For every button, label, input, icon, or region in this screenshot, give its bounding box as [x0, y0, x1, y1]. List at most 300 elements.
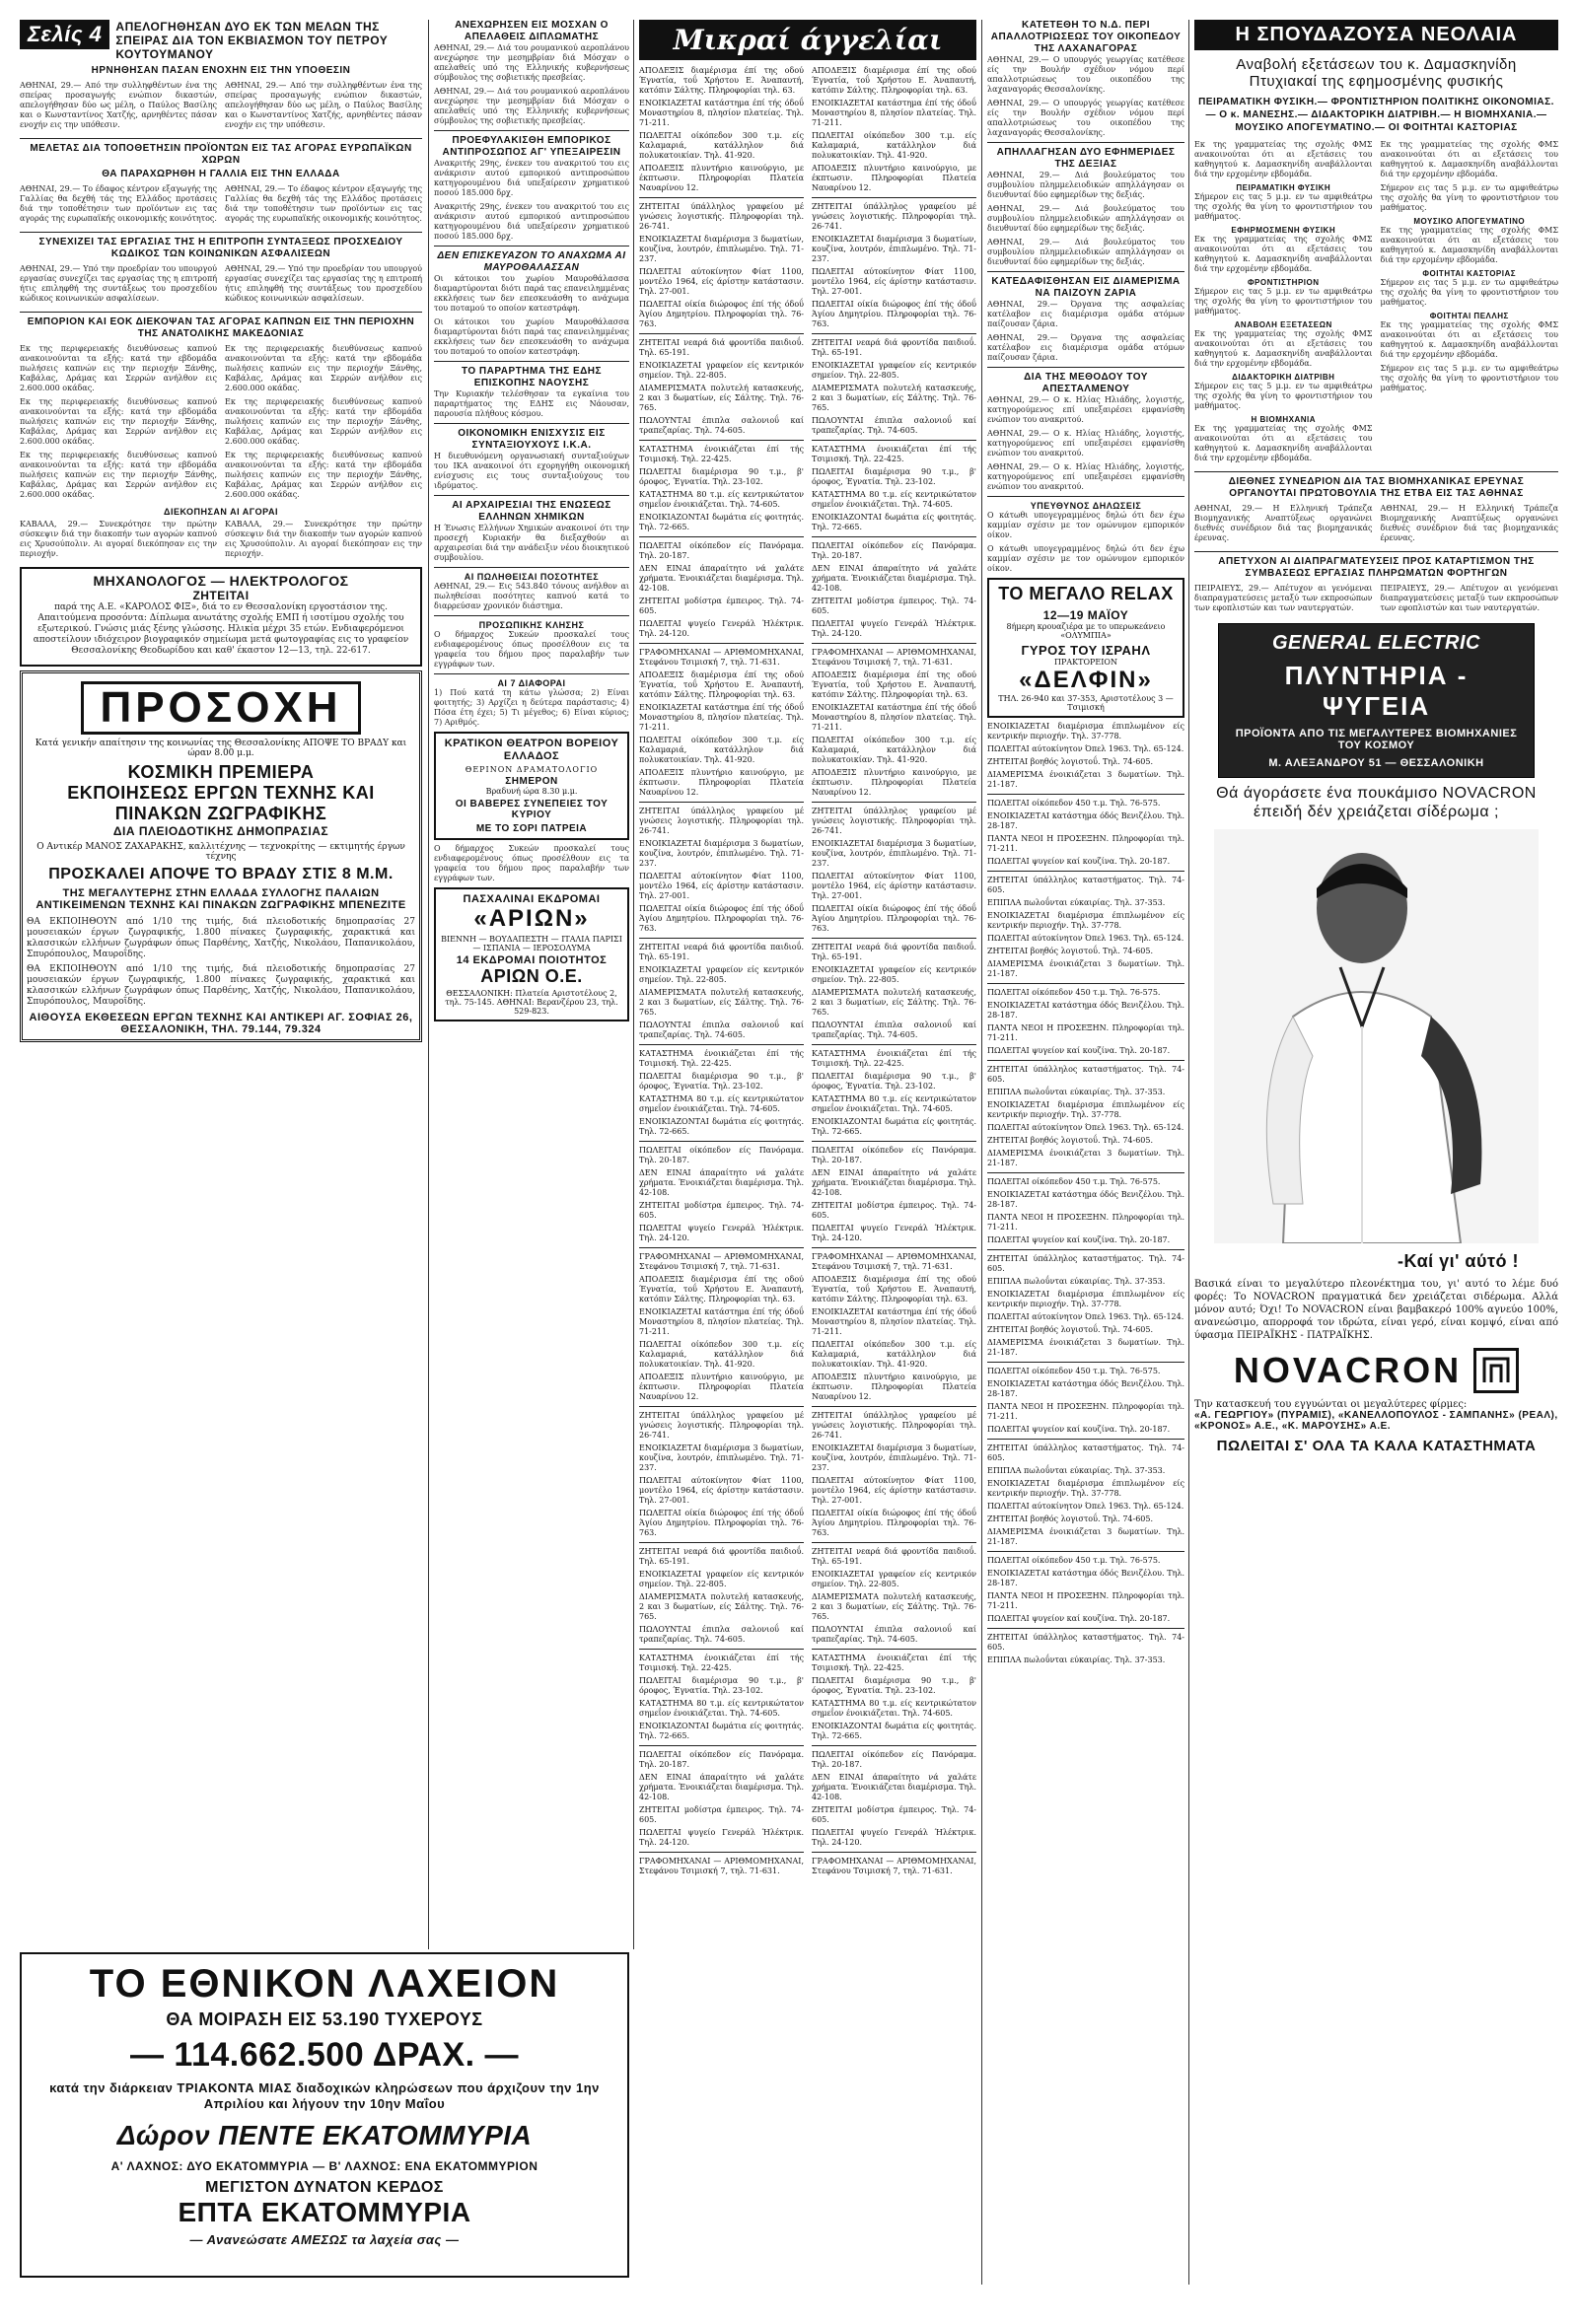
classified-ad: ΓΡΑΦΟΜΗΧΑΝΑΙ — ΑΡΙΘΜΟΜΗΧΑΝΑΙ, Στεφάνου Τσιμισκή 7, τηλ. 71-631.	[812, 1252, 976, 1271]
subhead: ΑΝΑΒΟΛΗ ΕΞΕΤΑΣΕΩΝ	[1234, 320, 1332, 329]
article-text: Σήμερον εις τας 5 μ.μ. εν τω αμφιθεάτρω της σχολής θα γίνη το φροντιστήριον του μαθήματος.	[1194, 287, 1373, 316]
classified-ad: ΖΗΤΕΙΤΑΙ ύπάλληλος καταστήματος. Τηλ. 74-605.	[987, 876, 1184, 894]
classifieds-title: Μικραί άγγελίαι	[639, 20, 976, 60]
classified-ad: ΠΩΛΕΙΤΑΙ ψυγείον καί κουζίνα. Τηλ. 20-187.	[987, 1046, 1171, 1055]
article-text: Οι κάτοικοι του χωρίου Μαυροθάλασσα διαμαρτύρονται διότι παρά τας επανειλημμένας εκκλήσεις των δεν επεσκευάσθη το ανάχωμα του ποταμού το οποίον κατεστράφη.	[434, 317, 629, 356]
classified-ad: ΠΩΛΕΙΤΑΙ οίκόπεδον 450 τ.μ. Τηλ. 76-575.	[987, 1177, 1161, 1186]
subhead: ΦΡΟΝΤΙΣΤΗΡΙΟΝ	[1247, 278, 1320, 287]
article-text: Σήμερον εις τας 5 μ.μ. εν τω αμφιθεάτρω της σχολής θα γίνη το φροντιστήριον του μαθήματος.	[1380, 183, 1558, 212]
classified-ad: ΠΩΛΟΥΝΤΑΙ έπιπλα σαλονιοΰ καί τραπεζαρίας. Τηλ. 74-605.	[639, 1625, 804, 1644]
classified-ad: ΑΠΟΔΕΞΙΣ διαμέρισμα έπί της οδού Έγνατία, τοΰ Χρήστου Ε. Άναπαυτή, κατόπιν Σάλτης. Πληροφορίαι τηλ. 63.	[639, 1275, 804, 1303]
article-text: ΑΘΗΝΑΙ, 29.— Διά βουλεύματος του συμβουλίου πλημμελειοδικών απηλλάγησαν οι διευθυνταί δύο εφημερίδων της δεξιάς.	[987, 171, 1184, 199]
classified-ad: ΕΝΟΙΚΙΑΖΟΝΤΑΙ δωμάτια είς φοιτητάς. Τηλ. 72-665.	[639, 513, 804, 531]
newspaper-page	[20, 20, 1558, 2285]
classified-ad: ΕΝΟΙΚΙΑΖΕΤΑΙ κατάστημα όδός Βενιζέλου. Τηλ. 28-187.	[987, 1190, 1184, 1209]
ad-heading: ΓΥΡΟΣ ΤΟΥ ΙΣΡΑΗΛ	[1021, 643, 1151, 658]
classified-ad: ΖΗΤΕΙΤΑΙ ύπάλληλος γραφείου μέ γνώσεις λογιστικής. Πληροφορίαι τηλ. 26-741.	[812, 202, 976, 231]
classified-ad: ΚΑΤΑΣΤΗΜΑ ένοικιάζεται έπί τής Τσιμισκή. Τηλ. 22-425.	[639, 445, 804, 463]
classified-ad: ΚΑΤΑΣΤΗΜΑ ένοικιάζεται έπί τής Τσιμισκή. Τηλ. 22-425.	[639, 1654, 804, 1672]
classified-ad: ΠΑΝΤΑ ΝΕΟΙ Η ΠΡΟΣΕΞΗΝ. Πληροφορίαι τηλ. 71-211.	[987, 834, 1184, 853]
headline: ΑΙ ΑΡΧΑΙΡΕΣΙΑΙ ΤΗΣ ΕΝΩΣΕΩΣ ΕΛΛΗΝΩΝ ΧΗΜΙΚΩΝ	[452, 500, 611, 523]
classified-ad: ΔΙΑΜΕΡΙΣΜΑΤΑ πολυτελή κατασκευής, 2 και 3 δωματίων, είς Σάλτης. Τηλ. 76-765.	[639, 1592, 804, 1621]
headline: ΠΡΟΕΦΥΛΑΚΙΣΘΗ ΕΜΠΟΡΙΚΟΣ ΑΝΤΙΠΡΟΣΩΠΟΣ ΑΓ' ΥΠΕΞΑΙΡΕΣΙΝ	[442, 135, 621, 158]
subhead: ΔΙΔΑΚΤΟΡΙΚΗ ΔΙΑΤΡΙΒΗ	[1232, 373, 1335, 382]
article-text: 1) Πού κατά τη κάτω γλώσσα; 2) Είναι φοιτητής; 3) Αρχίζει η δεύτερα παράστασις; 4) Πόσα έτη έχει; 5) Τι μέγεθος; 6) Είναι κύριος; 7) Αριθμός.	[434, 688, 629, 727]
article-text: Εκ της περιφερειακής διευθύνσεως καπνού ανακοινούνται τα εξής: κατά την εβδομάδα πωλήσεις καπνών εις την περιοχήν Ξάνθης, Καβάλας, Δράμας και Σερρών ανήλθον εις 2.600.000 οκάδας.	[20, 344, 217, 392]
classified-ad: ΠΩΛΕΙΤΑΙ οίκία διώροφος έπί τής όδοΰ Άγίου Δημητρίου. Πληροφορίαι τηλ. 76-763.	[812, 904, 976, 933]
ad-text: ΒΙΕΝΝΗ — ΒΟΥΔΑΠΕΣΤΗ — ΙΤΑΛΙΑ ΠΑΡΙΣΙ — ΙΣΠΑΝΙΑ — ΙΕΡΟΣΟΛΥΜΑ	[441, 935, 622, 952]
classified-ad: ΠΑΝΤΑ ΝΕΟΙ Η ΠΡΟΣΕΞΗΝ. Πληροφορίαι τηλ. 71-211.	[987, 1213, 1184, 1232]
classified-ad: ΚΑΤΑΣΤΗΜΑ 80 τ.μ. είς κεντρικώτατον σημεΐον ένοικιάζεται. Τηλ. 74-605.	[639, 490, 804, 509]
classified-ad: ΑΠΟΔΕΞΙΣ πλυντήριο καινούργιο, με έκπτωσιν. Πληροφορίαι Πλατεία Ναυαρίνου 12.	[812, 1373, 976, 1401]
classified-ad: ΕΝΟΙΚΙΑΖΟΝΤΑΙ δωμάτια είς φοιτητάς. Τηλ. 72-665.	[812, 1117, 976, 1136]
classified-ad: ΖΗΤΕΙΤΑΙ ύπάλληλος γραφείου μέ γνώσεις λογιστικής. Πληροφορίαι τηλ. 26-741.	[639, 807, 804, 835]
article-text: Εκ της γραμματείας της σχολής ΦΜΣ ανακοινούται ότι αι εξετάσεις του καθηγητού κ. Δαμασκηνίδη αναβάλλονται διά την ερχομένην εβδομάδα.	[1194, 424, 1373, 462]
headline: ΔΙΑ ΤΗΣ ΜΕΘΟΔΟΥ ΤΟΥ ΑΠΕΣΤΑΛΜΕΝΟΥ	[1024, 372, 1148, 394]
classified-ad: ΖΗΤΕΙΤΑΙ μοδίστρα έμπειρος. Τηλ. 74-605.	[639, 1805, 804, 1824]
article-text: ΑΘΗΝΑΙ, 29.— Το έδαφος κέντρον εξαγωγής της Γαλλίας θα δεχθή τάς της Ελλάδος προτάσεις διά την τοποθέτησιν των προϊόντων εις τας αγοράς της ευρωπαϊκής οικονομικής κοινότητος.	[20, 184, 217, 223]
classified-ad: ΚΑΤΑΣΤΗΜΑ ένοικιάζεται έπί τής Τσιμισκή. Τηλ. 22-425.	[812, 445, 976, 463]
ad-text: κατά την διάρκειαν ΤΡΙΑΚΟΝΤΑ ΜΙΑΣ διαδοχικών κληρώσεων που άρχιζουν την 1ην Απριλίου και λήγουν την 10ην Μαΐου	[49, 2080, 600, 2111]
headline: ΚΑΤΕΤΕΘΗ ΤΟ Ν.Δ. ΠΕΡΙ ΑΠΑΛΛΟΤΡΙΩΣΕΩΣ ΤΟΥ ΟΙΚΟΠΕΔΟΥ ΤΗΣ ΛΑΧΑΝΑΓΟΡΑΣ	[990, 20, 1182, 54]
headline: ΕΜΠΟΡΙΟΝ ΚΑΙ ΕΟΚ ΔΙΕΚΟΨΑΝ ΤΑΣ ΑΓΟΡΑΣ ΚΑΠΝΩΝ ΕΙΣ ΤΗΝ ΠΕΡΙΟΧΗΝ ΤΗΣ ΑΝΑΤΟΛΙΚΗΣ ΜΑΚΕΔΟΝΙΑΣ	[27, 317, 415, 339]
ad-brand: «ΔΕΛΦΙΝ»	[1019, 667, 1153, 693]
subhead: ΜΟΥΣΙΚΟ ΑΠΟΓΕΥΜΑΤΙΝΟ	[1413, 217, 1526, 226]
classified-ad: ΠΩΛΕΙΤΑΙ οίκόπεδον είς Πανόραμα. Τηλ. 20-187.	[639, 1146, 804, 1164]
classified-ad: ΔΙΑΜΕΡΙΣΜΑ ένοικιάζεται 3 δωματίων. Τηλ. 21-187.	[987, 1149, 1184, 1167]
classified-ad: ΠΩΛΕΙΤΑΙ οίκία διώροφος έπί τής όδοΰ Άγίου Δημητρίου. Πληροφορίαι τηλ. 76-763.	[812, 1509, 976, 1537]
article-text: ΑΘΗΝΑΙ, 29.— Το έδαφος κέντρον εξαγωγής της Γαλλίας θα δεχθή τάς της Ελλάδος προτάσεις διά την τοποθέτησιν των προϊόντων εις τας αγοράς της ευρωπαϊκής οικονομικής κοινότητος.	[225, 184, 422, 223]
classified-ad: ΚΑΤΑΣΤΗΜΑ 80 τ.μ. είς κεντρικώτατον σημεΐον ένοικιάζεται. Τηλ. 74-605.	[639, 1699, 804, 1718]
ad-headline: Θά άγοράσετε ένα πουκάμισο NOVACRON έπειδή δέν χρειάζεται σίδέρωμα ;	[1216, 785, 1537, 820]
classified-ad: ΠΩΛΕΙΤΑΙ διαμέρισμα 90 τ.μ., β' όροφος, Έγνατία. Τηλ. 23-102.	[639, 1072, 804, 1091]
article-text: Εκ της γραμματείας της σχολής ΦΜΣ ανακοινούται ότι αι εξετάσεις του καθηγητού κ. Δαμασκηνίδη αναβάλλονται διά την ερχομένην εβδομάδα.	[1194, 235, 1373, 273]
article-text: Σήμερον εις τας 5 μ.μ. εν τω αμφιθεάτρω της σχολής θα γίνη το φροντιστήριον του μαθήματος.	[1194, 192, 1373, 221]
classified-ad: ΔΙΑΜΕΡΙΣΜΑΤΑ πολυτελή κατασκευής, 2 και 3 δωματίων, είς Σάλτης. Τηλ. 76-765.	[639, 384, 804, 412]
classified-ad: ΚΑΤΑΣΤΗΜΑ 80 τ.μ. είς κεντρικώτατον σημεΐον ένοικιάζεται. Τηλ. 74-605.	[812, 1699, 976, 1718]
ad-text: ΘΑ ΜΟΙΡΑΣΗ ΕΙΣ 53.190 ΤΥΧΕΡΟΥΣ	[166, 2009, 483, 2029]
classified-ad: ΠΩΛΕΙΤΑΙ αύτοκίνητον Όπελ 1963. Τηλ. 65-124.	[987, 1123, 1184, 1132]
pireaiki-patraiki-logo-icon	[1473, 1348, 1519, 1393]
article-text: Εκ της γραμματείας της σχολής ΦΜΣ ανακοινούται ότι αι εξετάσεις του καθηγητού κ. Δαμασκηνίδη αναβάλλονται διά την ερχομένην εβδομάδα.	[1380, 140, 1558, 178]
cruise-ad	[987, 578, 1184, 718]
article-text: ΠΕΙΡΑΙΕΥΣ, 29.— Απέτυχον αι γενόμεναι διαπραγματεύσεις μεταξύ των εκπροσώπων των εφοπλιστών και των ναυτεργατών.	[1194, 584, 1373, 612]
classified-ad: ΕΝΟΙΚΙΑΖΕΤΑΙ γραφείον είς κεντρικόν σημείον. Τηλ. 22-805.	[639, 361, 804, 380]
ad-heading: ΚΟΣΜΙΚΗ ΠΡΕΜΙΕΡΑ	[127, 762, 315, 782]
article-text: ΑΘΗΝΑΙ, 29.— Όργανα της ασφαλείας κατέλαβον εις διαμέρισμα ομάδα ατόμων παίζουσαν ζάρια.	[987, 300, 1184, 328]
classified-ad: ΖΗΤΕΙΤΑΙ μοδίστρα έμπειρος. Τηλ. 74-605.	[812, 1805, 976, 1824]
classified-ad: ΔΙΑΜΕΡΙΣΜΑ ένοικιάζεται 3 δωματίων. Τηλ. 21-187.	[987, 959, 1184, 978]
ad-heading: ΜΕ ΤΟ ΣΟΡΙ ΠΑΤΡΕΙΑ	[475, 823, 588, 834]
classified-ad: ΖΗΤΕΙΤΑΙ ύπάλληλος καταστήματος. Τηλ. 74-605.	[987, 1254, 1184, 1273]
headline: ΜΕΛΕΤΑΣ ΔΙΑ ΤΟΠΟΘΕΤΗΣΙΝ ΠΡΟΪΟΝΤΩΝ ΕΙΣ ΤΑΣ ΑΓΟΡΑΣ ΕΥΡΩΠΑΪΚΩΝ ΧΩΡΩΝ	[30, 143, 412, 166]
classified-ad: ΕΝΟΙΚΙΑΖΕΤΑΙ κατάστημα έπί τής όδοΰ Μοναστηρίου 8, πλησίον πλατείας. Τηλ. 71-211.	[639, 703, 804, 732]
classified-ad: ΠΩΛΕΙΤΑΙ οίκόπεδον είς Πανόραμα. Τηλ. 20-187.	[812, 1750, 976, 1769]
article-text: Ο δήμαρχος Συκεών προσκαλεί τους ενδιαφερομένους όπως προσέλθουν εις τα γραφεία του δήμου προς παραλαβήν των εγγράφων των.	[434, 630, 629, 669]
classified-ad: ΔΕΝ ΕΙΝΑΙ άπαραίτητο νά χαλάτε χρήματα. Ένοικιάζεται διαμέρισμα. Τηλ. 42-108.	[639, 564, 804, 593]
classified-ad: ΠΩΛΕΙΤΑΙ ψυγείο Γενεράλ Ήλέκτρικ. Τηλ. 24-120.	[639, 619, 804, 638]
classified-ad: ΖΗΤΕΙΤΑΙ μοδίστρα έμπειρος. Τηλ. 74-605.	[812, 597, 976, 615]
novacron-ad	[1194, 784, 1558, 1454]
ad-text: ΠΡΟΪΟΝΤΑ ΑΠΟ ΤΙΣ ΜΕΓΑΛΥΤΕΡΕΣ ΒΙΟΜΗΧΑΝΙΕΣ ΤΟΥ ΚΟΣΜΟΥ	[1235, 728, 1518, 751]
classified-ad: ΑΠΟΔΕΞΙΣ διαμέρισμα έπί της οδού Έγνατία, τοΰ Χρήστου Ε. Άναπαυτή, κατόπιν Σάλτης. Πληροφορίαι τηλ. 63.	[639, 670, 804, 699]
classified-ad: ΠΩΛΕΙΤΑΙ ψυγείο Γενεράλ Ήλέκτρικ. Τηλ. 24-120.	[812, 1828, 976, 1847]
classified-ad: ΠΩΛΕΙΤΑΙ διαμέρισμα 90 τ.μ., β' όροφος, Έγνατία. Τηλ. 23-102.	[812, 1676, 976, 1695]
classified-ad: ΠΩΛΟΥΝΤΑΙ έπιπλα σαλονιοΰ καί τραπεζαρίας. Τηλ. 74-605.	[639, 1021, 804, 1039]
subhead: ΦΟΙΤΗΤΑΙ ΠΕΛΛΗΣ	[1429, 312, 1509, 320]
classified-ad: ΠΩΛΕΙΤΑΙ ψυγείο Γενεράλ Ήλέκτρικ. Τηλ. 24-120.	[639, 1828, 804, 1847]
classified-ad: ΔΙΑΜΕΡΙΣΜΑΤΑ πολυτελή κατασκευής, 2 και 3 δωματίων, είς Σάλτης. Τηλ. 76-765.	[812, 1592, 976, 1621]
classified-ad: ΔΙΑΜΕΡΙΣΜΑ ένοικιάζεται 3 δωματίων. Τηλ. 21-187.	[987, 1338, 1184, 1357]
ad-title: ΠΛΥΝΤΗΡΙΑ - ΨΥΓΕΙΑ	[1284, 661, 1469, 721]
subhead: ΕΦΗΡΜΟΣΜΕΝΗ ΦΥΣΙΚΗ	[1231, 226, 1336, 235]
article-text: ΑΘΗΝΑΙ, 29.— Ο υπουργός γεωργίας κατέθεσε είς την Βουλήν σχέδιον νόμου περί απαλλοτριώσεως του οικοπέδου της λαχαναγοράς Θεσσαλονίκης.	[987, 55, 1184, 94]
classifieds-column	[639, 20, 976, 2285]
classified-ad: ΕΝΟΙΚΙΑΖΟΝΤΑΙ δωμάτια είς φοιτητάς. Τηλ. 72-665.	[639, 1722, 804, 1740]
ad-brand: «ΑΡΙΩΝ»	[473, 905, 590, 932]
article-text: Η Ένωσις Ελλήνων Χημικών ανακοινοί ότι την προσεχή Κυριακήν θα διεξαχθούν αι αρχαιρεσίαι διά την ανάδειξιν νέου διοικητικού συμβουλίου.	[434, 524, 629, 562]
classified-ad: ΖΗΤΕΙΤΑΙ ύπάλληλος καταστήματος. Τηλ. 74-605.	[987, 1444, 1184, 1462]
classified-ad: ΖΗΤΕΙΤΑΙ βοηθός λογιστοΰ. Τηλ. 74-605.	[987, 1325, 1154, 1334]
classified-ad: ΠΩΛΕΙΤΑΙ ψυγείον καί κουζίνα. Τηλ. 20-187.	[987, 1425, 1171, 1434]
ad-text: ΤΗΛ. 26-940 και 37-353, Αριστοτέλους 3 — Τσιμισκή	[998, 694, 1174, 712]
classified-ad: ΕΠΙΠΛΑ πωλοΰνται εύκαιρίας. Τηλ. 37-353.	[987, 1088, 1166, 1096]
classified-ad: ΔΙΑΜΕΡΙΣΜΑΤΑ πολυτελή κατασκευής, 2 και 3 δωματίων, είς Σάλτης. Τηλ. 76-765.	[812, 384, 976, 412]
ad-tagline: -Καί γι' αύτό !	[1397, 1251, 1519, 1271]
ad-text: ΠΡΑΚΤΟΡΕΙΟΝ	[1054, 658, 1117, 667]
classified-ad: ΖΗΤΕΙΤΑΙ μοδίστρα έμπειρος. Τηλ. 74-605.	[812, 1201, 976, 1220]
classified-ad: ΖΗΤΕΙΤΑΙ ύπάλληλος γραφείου μέ γνώσεις λογιστικής. Πληροφορίαι τηλ. 26-741.	[812, 1411, 976, 1440]
article-text: Εκ της γραμματείας της σχολής ΦΜΣ ανακοινούται ότι αι εξετάσεις του καθηγητού κ. Δαμασκηνίδη αναβάλλονται διά την ερχομένην εβδομάδα.	[1380, 226, 1558, 264]
article-text: Σήμερον εις τας 5 μ.μ. εν τω αμφιθεάτρω της σχολής θα γίνη το φροντιστήριον του μαθήματος.	[1380, 364, 1558, 392]
classified-ad: ΠΩΛΕΙΤΑΙ οίκόπεδον 300 τ.μ. είς Καλαμαριά, κατάλληλον διά πολυκατοικίαν. Τηλ. 41-920.	[812, 736, 976, 764]
article-text: ΑΘΗΝΑΙ, 29.— Ο κ. Ηλίας Ηλιάδης, λογιστής, κατηγορούμενος επί υπεξαιρέσει εμφανίσθη ενώπιον του ανακριτού.	[987, 462, 1184, 491]
ad-text: 8ήμερη κρουαζιέρα με το υπερωκεάνειο «ΟΛΥΜΠΙΑ»	[1006, 622, 1166, 640]
column-5	[1194, 20, 1558, 2285]
article-text: Εκ της περιφερειακής διευθύνσεως καπνού ανακοινούνται τα εξής: κατά την εβδομάδα πωλήσεις καπνών εις την περιοχήν Ξάνθης, Καβάλας, Δράμας και Σερρών ανήλθον εις 2.600.000 οκάδας.	[225, 451, 422, 499]
classified-ad: ΠΩΛΕΙΤΑΙ διαμέρισμα 90 τ.μ., β' όροφος, Έγνατία. Τηλ. 23-102.	[639, 1676, 804, 1695]
classified-ad: ΕΝΟΙΚΙΑΖΕΤΑΙ κατάστημα όδός Βενιζέλου. Τηλ. 28-187.	[987, 1379, 1184, 1398]
ad-date: 12—19 ΜΑΪΟΥ	[1042, 608, 1129, 622]
classified-ad: ΠΩΛΕΙΤΑΙ ψυγείον καί κουζίνα. Τηλ. 20-187.	[987, 857, 1171, 866]
page-label: Σελίς 4	[20, 20, 109, 49]
headline: ΔΕΝ ΕΠΙΣΚΕΥΑΖΟΝ ΤΟ ΑΝΑΧΩΜΑ ΑΙ ΜΑΥΡΟΘΑΛΑΣΣΑΝ	[437, 250, 626, 273]
classified-ad: ΠΩΛΕΙΤΑΙ οίκόπεδον 300 τ.μ. είς Καλαμαριά, κατάλληλον διά πολυκατοικίαν. Τηλ. 41-920.	[639, 1340, 804, 1369]
classified-ad: ΠΩΛΟΥΝΤΑΙ έπιπλα σαλονιοΰ καί τραπεζαρίας. Τηλ. 74-605.	[812, 416, 976, 435]
ad-address: Μ. ΑΛΕΞΑΝΔΡΟΥ 51 — ΘΕΣΣΑΛΟΝΙΚΗ	[1268, 757, 1484, 769]
article-text: Ο δήμαρχος Συκεών προσκαλεί τους ενδιαφερομένους όπως προσέλθουν εις τα γραφεία του δήμου προς παραλαβήν των εγγράφων των.	[434, 844, 629, 882]
classified-ad: ΠΩΛΕΙΤΑΙ οίκόπεδον είς Πανόραμα. Τηλ. 20-187.	[812, 541, 976, 560]
classified-ad: ΔΙΑΜΕΡΙΣΜΑ ένοικιάζεται 3 δωματίων. Τηλ. 21-187.	[987, 770, 1184, 789]
classified-ad: ΠΩΛΕΙΤΑΙ οίκόπεδον 300 τ.μ. είς Καλαμαριά, κατάλληλον διά πολυκατοικίαν. Τηλ. 41-920.	[639, 736, 804, 764]
classified-ad: ΕΝΟΙΚΙΑΖΕΤΑΙ κατάστημα έπί τής όδοΰ Μοναστηρίου 8, πλησίον πλατείας. Τηλ. 71-211.	[639, 99, 804, 127]
classified-ad: ΕΝΟΙΚΙΑΖΕΤΑΙ γραφείον είς κεντρικόν σημείον. Τηλ. 22-805.	[639, 965, 804, 984]
classified-ad: ΠΩΛΕΙΤΑΙ οίκόπεδον 450 τ.μ. Τηλ. 76-575.	[987, 1556, 1161, 1565]
classified-ad: ΖΗΤΕΙΤΑΙ νεαρά διά φροντίδα παιδιοΰ. Τηλ. 65-191.	[639, 943, 804, 961]
theatre-ad	[434, 732, 629, 840]
subhead: Η ΒΙΟΜΗΧΑΝΙΑ	[1251, 415, 1317, 424]
subhead: ΠΕΙΡΑΜΑΤΙΚΗ ΦΥΣΙΚΗ	[1236, 183, 1331, 192]
classified-ad: ΖΗΤΕΙΤΑΙ μοδίστρα έμπειρος. Τηλ. 74-605.	[639, 1201, 804, 1220]
classified-ad: ΠΩΛΕΙΤΑΙ αύτοκίνητον Όπελ 1963. Τηλ. 65-124.	[987, 744, 1184, 753]
article-text: ΑΘΗΝΑΙ, 29.— Διά βουλεύματος του συμβουλίου πλημμελειοδικών απηλλάγησαν οι διευθυνταί δύο εφημερίδων της δεξιάς.	[987, 204, 1184, 233]
article-text: ΠΕΙΡΑΙΕΥΣ, 29.— Απέτυχον αι γενόμεναι διαπραγματεύσεις μεταξύ των εκπροσώπων των εφοπλιστών και των ναυτεργατών.	[1380, 584, 1558, 612]
classified-ad: ΕΝΟΙΚΙΑΖΕΤΑΙ κατάστημα όδός Βενιζέλου. Τηλ. 28-187.	[987, 1569, 1184, 1587]
column-rule	[428, 20, 429, 1949]
classified-ad: ΠΩΛΕΙΤΑΙ αύτοκίνητον Φίατ 1100, μοντέλο 1964, είς άρίστην κατάστασιν. Τηλ. 27-001.	[812, 872, 976, 900]
headline: ΑΠΕΤΥΧΟΝ ΑΙ ΔΙΑΠΡΑΓΜΑΤΕΥΣΕΙΣ ΠΡΟΣ ΚΑΤΑΡΤΙΣΜΟΝ ΤΗΣ ΣΥΜΒΑΣΕΩΣ ΕΡΓΑΣΙΑΣ ΠΛΗΡΩΜΑΤΩΝ ΦΟΡΤΗΓΩΝ	[1218, 556, 1535, 579]
shirt-model-photo	[1214, 829, 1539, 1243]
headline: Αναβολή εξετάσεων του κ. Δαμασκηνίδη	[1236, 56, 1517, 73]
classified-ad: ΖΗΤΕΙΤΑΙ ύπάλληλος καταστήματος. Τηλ. 74-605.	[987, 1065, 1184, 1084]
ad-footer: — Ανανεώσατε ΑΜΕΣΩΣ τα λαχεία σας —	[189, 2232, 460, 2247]
classified-ad: ΑΠΟΔΕΞΙΣ διαμέρισμα έπί της οδού Έγνατία, τοΰ Χρήστου Ε. Άναπαυτή, κατόπιν Σάλτης. Πληροφορίαι τηλ. 63.	[812, 66, 976, 95]
classified-ad: ΖΗΤΕΙΤΑΙ βοηθός λογιστοΰ. Τηλ. 74-605.	[987, 757, 1154, 766]
ad-subtitle: ΖΗΤΕΙΤΑΙ	[192, 589, 250, 602]
headline: ΚΑΤΕΔΑΦΙΣΘΗΣΑΝ ΕΙΣ ΔΙΑΜΕΡΙΣΜΑ ΝΑ ΠΑΙΖΟΥΝ ΖΑΡΙΑ	[991, 276, 1181, 299]
classified-ad: ΔΙΑΜΕΡΙΣΜΑ ένοικιάζεται 3 δωματίων. Τηλ. 21-187.	[987, 1527, 1184, 1546]
classified-ad: ΕΝΟΙΚΙΑΖΕΤΑΙ διαμέρισμα έπιπλωμένον είς κεντρικήν περιοχήν. Τηλ. 37-778.	[987, 722, 1184, 740]
article-text: Εκ της γραμματείας της σχολής ΦΜΣ ανακοινούται ότι αι εξετάσεις του καθηγητού κ. Δαμασκηνίδη αναβάλλονται διά την ερχομένην εβδομάδα.	[1194, 329, 1373, 368]
article-text: ΑΘΗΝΑΙ, 29.— Υπό την προεδρίαν του υπουργού εργασίας συνεχίζει τας εργασίας της η επιτροπή ήτις επιληφθή της συντάξεως του προσχεδίου κώδικος κοινωνικών ασφαλίσεων.	[225, 264, 422, 303]
classified-ad: ΑΠΟΔΕΞΙΣ πλυντήριο καινούργιο, με έκπτωσιν. Πληροφορίαι Πλατεία Ναυαρίνου 12.	[812, 164, 976, 192]
classified-ad: ΕΠΙΠΛΑ πωλοΰνται εύκαιρίας. Τηλ. 37-353.	[987, 1655, 1166, 1664]
ad-heading: ΜΕΓΙΣΤΟΝ ΔΥΝΑΤΟΝ ΚΕΡΔΟΣ	[205, 2179, 444, 2196]
ad-text: «Α. ΓΕΩΡΓΙΟΥ» (ΠΥΡΑΜΙΣ), «ΚΑΝΕΛΛΟΠΟΥΛΟΣ - ΣΑΜΠΑΝΗΣ» (ΡΕΑΛ), «ΚΡΟΝΟΣ» Α.Ε., «Κ. ΜΑΡΟΥΣΗΣ» Α.Ε.	[1194, 1410, 1558, 1432]
headline: ΠΡΟΣΩΠΙΚΗΣ ΚΛΗΣΗΣ	[478, 620, 585, 630]
headline: ΑΝΕΧΩΡΗΣΕΝ ΕΙΣ ΜΟΣΧΑΝ Ο ΑΠΕΛΑΘΕΙΣ ΔΙΠΛΩΜΑΤΗΣ	[455, 20, 609, 42]
subheadline: ΗΡΝΗΘΗΣΑΝ ΠΑΣΑΝ ΕΝΟΧΗΝ ΕΙΣ ΤΗΝ ΥΠΟΘΕΣΙΝ	[91, 65, 351, 76]
ad-heading: 14 ΕΚΔΡΟΜΑΙ ΠΟΙΟΤΗΤΟΣ	[456, 954, 608, 966]
ad-text: Την κατασκευή του εγγυώνται οι μεγαλύτερες φίρμες:	[1194, 1399, 1468, 1410]
ad-heading: ΠΡΟΣΚΑΛΕΙ ΑΠΟΨΕ ΤΟ ΒΡΑΔΥ ΣΤΙΣ 8 Μ.Μ.	[48, 866, 394, 882]
classified-ad: ΠΩΛΕΙΤΑΙ ψυγείον καί κουζίνα. Τηλ. 20-187.	[987, 1614, 1171, 1623]
classified-ad: ΑΠΟΔΕΞΙΣ διαμέρισμα έπί της οδού Έγνατία, τοΰ Χρήστου Ε. Άναπαυτή, κατόπιν Σάλτης. Πληροφορίαι τηλ. 63.	[812, 1275, 976, 1303]
classified-ad: ΕΝΟΙΚΙΑΖΟΝΤΑΙ δωμάτια είς φοιτητάς. Τηλ. 72-665.	[812, 1722, 976, 1740]
article-text: ΑΘΗΝΑΙ, 29.— Ο υπουργός γεωργίας κατέθεσε είς την Βουλήν σχέδιον νόμου περί απαλλοτριώσεως του οικοπέδου της λαχαναγοράς Θεσσαλονίκης.	[987, 99, 1184, 137]
ad-heading: ΕΠΤΑ ΕΚΑΤΟΜΜΥΡΙΑ	[178, 2197, 471, 2227]
classified-ad: ΠΩΛΟΥΝΤΑΙ έπιπλα σαλονιοΰ καί τραπεζαρίας. Τηλ. 74-605.	[639, 416, 804, 435]
article-text: ΚΑΒΑΛΑ, 29.— Συνεκρότησε την πρώτην σύσκεψιν διά την διακοπήν των αγορών καπνού εις Χρυσούπολιν. Αι αγοραί διεκόπησαν εις την περιοχήν.	[20, 520, 217, 558]
ad-heading: Δώρον ΠΕΝΤΕ ΕΚΑΤΟΜΜΥΡΙΑ	[116, 2120, 533, 2150]
classified-ad: ΑΠΟΔΕΞΙΣ πλυντήριο καινούργιο, με έκπτωσιν. Πληροφορίαι Πλατεία Ναυαρίνου 12.	[639, 768, 804, 797]
classified-ad: ΕΝΟΙΚΙΑΖΕΤΑΙ διαμέρισμα 3 δωματίων, κουζίνα, λουτρόν, έπιπλωμένο. Τηλ. 71-237.	[639, 235, 804, 263]
travel-ad	[434, 887, 629, 1021]
classified-ad: ΕΝΟΙΚΙΑΖΟΝΤΑΙ δωμάτια είς φοιτητάς. Τηλ. 72-665.	[639, 1117, 804, 1136]
classified-ad: ΔΕΝ ΕΙΝΑΙ άπαραίτητο νά χαλάτε χρήματα. Ένοικιάζεται διαμέρισμα. Τηλ. 42-108.	[812, 1168, 976, 1197]
classified-ad: ΠΩΛΕΙΤΑΙ ψυγείο Γενεράλ Ήλέκτρικ. Τηλ. 24-120.	[639, 1224, 804, 1242]
article-text: Οι κάτοικοι του χωρίου Μαυροθάλασσα διαμαρτύρονται διότι παρά τας επανειλημμένας εκκλήσεις των δεν επεσκευάσθη το ανάχωμα του ποταμού το οποίον κατεστράφη.	[434, 274, 629, 313]
headline: Πτυχιακαί της εφημοσμένης φυσικής	[1249, 73, 1504, 90]
classified-ad: ΔΕΝ ΕΙΝΑΙ άπαραίτητο νά χαλάτε χρήματα. Ένοικιάζεται διαμέρισμα. Τηλ. 42-108.	[639, 1773, 804, 1801]
column-1	[20, 20, 422, 1942]
ad-title: ΜΗΧΑΝΟΛΟΓΟΣ — ΗΛΕΚΤΡΟΛΟΓΟΣ	[93, 573, 349, 589]
article-text: Ο κάτωθι υπογεγραμμένος δηλώ ότι δεν έχω καμμίαν σχέσιν με τον ομώνυμον εμπορικόν οίκον.	[987, 544, 1184, 573]
classified-ad: ΠΩΛΟΥΝΤΑΙ έπιπλα σαλονιοΰ καί τραπεζαρίας. Τηλ. 74-605.	[812, 1021, 976, 1039]
classified-ad: ΔΕΝ ΕΙΝΑΙ άπαραίτητο νά χαλάτε χρήματα. Ένοικιάζεται διαμέρισμα. Τηλ. 42-108.	[812, 1773, 976, 1801]
ad-heading: ΔΙΑ ΠΛΕΙΟΔΟΤΙΚΗΣ ΔΗΜΟΠΡΑΣΙΑΣ	[112, 824, 329, 838]
classified-ad: ΖΗΤΕΙΤΑΙ ύπάλληλος γραφείου μέ γνώσεις λογιστικής. Πληροφορίαι τηλ. 26-741.	[639, 1411, 804, 1440]
column-4	[987, 20, 1184, 2285]
article-text: ΑΘΗΝΑΙ, 29.— Διά του ρουμανικού αεροπλάνου ανεχώρησε την μεσημβρίαν διά Μόσχαν ο απελαθείς υπό της Ελληνικής κυβερνήσεως σύμβουλος της σοβιετικής πρεσβείας.	[434, 43, 629, 82]
classified-ad: ΠΩΛΕΙΤΑΙ οίκία διώροφος έπί τής όδοΰ Άγίου Δημητρίου. Πληροφορίαι τηλ. 76-763.	[639, 904, 804, 933]
general-electric-ad	[1218, 623, 1535, 778]
classified-ad: ΕΠΙΠΛΑ πωλοΰνται εύκαιρίας. Τηλ. 37-353.	[987, 1466, 1166, 1475]
classified-ad: ΔΕΝ ΕΙΝΑΙ άπαραίτητο νά χαλάτε χρήματα. Ένοικιάζεται διαμέρισμα. Τηλ. 42-108.	[639, 1168, 804, 1197]
classified-ad: ΠΑΝΤΑ ΝΕΟΙ Η ΠΡΟΣΕΞΗΝ. Πληροφορίαι τηλ. 71-211.	[987, 1023, 1184, 1042]
ad-heading: ΟΙ ΒΑΒΕΡΕΣ ΣΥΝΕΠΕΙΕΣ ΤΟΥ ΚΥΡΙΟΥ	[455, 799, 609, 820]
classified-ad: ΖΗΤΕΙΤΑΙ μοδίστρα έμπειρος. Τηλ. 74-605.	[639, 597, 804, 615]
classified-ad: ΠΩΛΕΙΤΑΙ διαμέρισμα 90 τ.μ., β' όροφος, Έγνατία. Τηλ. 23-102.	[812, 467, 976, 486]
classified-ad: ΖΗΤΕΙΤΑΙ βοηθός λογιστοΰ. Τηλ. 74-605.	[987, 1136, 1154, 1145]
classified-ad: ΕΝΟΙΚΙΑΖΕΤΑΙ γραφείον είς κεντρικόν σημείον. Τηλ. 22-805.	[812, 965, 976, 984]
classified-ad: ΕΝΟΙΚΙΑΖΕΤΑΙ κατάστημα έπί τής όδοΰ Μοναστηρίου 8, πλησίον πλατείας. Τηλ. 71-211.	[812, 99, 976, 127]
article-text: Σήμερον εις τας 5 μ.μ. εν τω αμφιθεάτρω της σχολής θα γίνη το φροντιστήριον του μαθήματος.	[1380, 278, 1558, 307]
classified-ad: ΠΩΛΕΙΤΑΙ αύτοκίνητον Φίατ 1100, μοντέλο 1964, είς άρίστην κατάστασιν. Τηλ. 27-001.	[639, 1476, 804, 1505]
classified-ad: ΠΩΛΕΙΤΑΙ αύτοκίνητον Φίατ 1100, μοντέλο 1964, είς άρίστην κατάστασιν. Τηλ. 27-001.	[812, 1476, 976, 1505]
headline: ΣΥΝΕΧΙΖΕΙ ΤΑΣ ΕΡΓΑΣΙΑΣ ΤΗΣ Η ΕΠΙΤΡΟΠΗ ΣΥΝΤΑΞΕΩΣ ΠΡΟΣΧΕΔΙΟΥ ΚΩΔΙΚΟΣ ΤΩΝ ΚΟΙΝΩΝΙΚΩΝ ΑΣΦΑΛΙΣΕΩΝ	[38, 237, 403, 259]
classified-ad: ΑΠΟΔΕΞΙΣ διαμέρισμα έπί της οδού Έγνατία, τοΰ Χρήστου Ε. Άναπαυτή, κατόπιν Σάλτης. Πληροφορίαι τηλ. 63.	[812, 670, 976, 699]
classified-ad: ΕΝΟΙΚΙΑΖΕΤΑΙ κατάστημα όδός Βενιζέλου. Τηλ. 28-187.	[987, 1001, 1184, 1020]
classified-ad: ΕΠΙΠΛΑ πωλοΰνται εύκαιρίας. Τηλ. 37-353.	[987, 898, 1166, 907]
classified-ad: ΠΩΛΕΙΤΑΙ οίκόπεδον 300 τ.μ. είς Καλαμαριά, κατάλληλον διά πολυκατοικίαν. Τηλ. 41-920.	[812, 131, 976, 160]
classified-ad: ΕΝΟΙΚΙΑΖΕΤΑΙ γραφείον είς κεντρικόν σημείον. Τηλ. 22-805.	[639, 1570, 804, 1588]
art-auction-ad	[20, 670, 422, 1042]
ad-brand: ΑΡΙΩΝ Ο.Ε.	[480, 966, 583, 986]
ad-body: παρά της Α.Ε. «ΚΑΡΟΛΟΣ ΦΙΞ», διά το εν Θεσσαλονίκη εργοστάσιον της. Απαιτούμενα προσόντα: Δίπλωμα ανωτάτης σχολής ΕΜΠ ή ισοτίμου σχολής του εξωτερικού. Γνώσις μιάς ξένης γλώσσης. Ηλικία μέχρι 35 ετών. Ενδιαφερόμενοι αποστείλουν ιδιόχειρον βιογραφικόν σημείωμα μετά φωτογραφίας εις το γραφείον Θεσσαλονίκης Θεοδωρίδου και καθ' έκαστον 12—13, τηλ. 22-617.	[33, 602, 409, 656]
article-text: ΑΘΗΝΑΙ, 29.— Από την συλληφθέντων ένα της σπείρας προσαγωγής ενώπιον δικαστών, απελογήθησαν δύο ως μέλη, ο Παύλος Βασίλης και ο Κωνσταντίνος Χατζής, αρνηθέντες πάσαν ενοχήν εις την υπόθεσιν.	[20, 81, 217, 129]
classified-ad: ΕΝΟΙΚΙΑΖΕΤΑΙ διαμέρισμα 3 δωματίων, κουζίνα, λουτρόν, έπιπλωμένο. Τηλ. 71-237.	[639, 839, 804, 868]
classified-ad: ΕΝΟΙΚΙΑΖΕΤΑΙ γραφείον είς κεντρικόν σημείον. Τηλ. 22-805.	[812, 361, 976, 380]
classified-ad: ΓΡΑΦΟΜΗΧΑΝΑΙ — ΑΡΙΘΜΟΜΗΧΑΝΑΙ, Στεφάνου Τσιμισκή 7, τηλ. 71-631.	[812, 648, 976, 667]
classified-ad: ΖΗΤΕΙΤΑΙ νεαρά διά φροντίδα παιδιοΰ. Τηλ. 65-191.	[639, 1547, 804, 1566]
classified-ad: ΠΩΛΕΙΤΑΙ οίκόπεδον είς Πανόραμα. Τηλ. 20-187.	[639, 1750, 804, 1769]
classified-ad: ΠΩΛΕΙΤΑΙ αύτοκίνητον Όπελ 1963. Τηλ. 65-124.	[987, 934, 1184, 943]
ad-text: Ο Αντικέρ ΜΑΝΟΣ ΖΑΧΑΡΑΚΗΣ, καλλιτέχνης — τεχνοκρίτης — εκτιμητής έργων τέχνης	[36, 842, 405, 862]
classified-ad: ΓΡΑΦΟΜΗΧΑΝΑΙ — ΑΡΙΘΜΟΜΗΧΑΝΑΙ, Στεφάνου Τσιμισκή 7, τηλ. 71-631.	[639, 1252, 804, 1271]
classified-ad: ΔΕΝ ΕΙΝΑΙ άπαραίτητο νά χαλάτε χρήματα. Ένοικιάζεται διαμέρισμα. Τηλ. 42-108.	[812, 564, 976, 593]
ad-text: ΣΗΜΕΡΟΝ	[505, 776, 558, 787]
ad-body: ΘΑ ΕΚΠΟΙΗΘΟΥΝ από 1/10 της τιμής, διά πλειοδοτικής δημοπρασίας 27 μουσειακών έργων ζωγραφικής, 1.800 πίνακες ζωγραφικής, χαρακτικά και κλασσικών ελλήνων ζωγράφων όπως Παρθένης, Χατζής, Νικολάου, Παπανικολάου, Σπυρόπουλος, Μαυροΐδης.	[27, 917, 415, 959]
ad-text: Βραδυνή ώρα 8.30 μ.μ.	[485, 787, 578, 796]
classified-ad: ΠΩΛΕΙΤΑΙ οίκόπεδον 450 τ.μ. Τηλ. 76-575.	[987, 1367, 1161, 1375]
ad-text: Α' ΛΑΧΝΟΣ: ΔΥΟ ΕΚΑΤΟΜΜΥΡΙΑ — Β' ΛΑΧΝΟΣ: ΕΝΑ ΕΚΑΤΟΜΜΥΡΙΟΝ	[110, 2159, 538, 2173]
article-text: Εκ της περιφερειακής διευθύνσεως καπνού ανακοινούνται τα εξής: κατά την εβδομάδα πωλήσεις καπνών εις την περιοχήν Ξάνθης, Καβάλας, Δράμας και Σερρών ανήλθον εις 2.600.000 οκάδας.	[20, 397, 217, 446]
classified-ad: ΚΑΤΑΣΤΗΜΑ 80 τ.μ. είς κεντρικώτατον σημεΐον ένοικιάζεται. Τηλ. 74-605.	[639, 1094, 804, 1113]
classified-ad: ΖΗΤΕΙΤΑΙ ύπάλληλος γραφείου μέ γνώσεις λογιστικής. Πληροφορίαι τηλ. 26-741.	[639, 202, 804, 231]
column-rule	[1188, 20, 1189, 2285]
classified-ad: ΠΩΛΕΙΤΑΙ οίκόπεδον είς Πανόραμα. Τηλ. 20-187.	[639, 541, 804, 560]
classified-ad: ΚΑΤΑΣΤΗΜΑ 80 τ.μ. είς κεντρικώτατον σημεΐον ένοικιάζεται. Τηλ. 74-605.	[812, 490, 976, 509]
classified-ad: ΕΝΟΙΚΙΑΖΕΤΑΙ διαμέρισμα έπιπλωμένον είς κεντρικήν περιοχήν. Τηλ. 37-778.	[987, 911, 1184, 930]
article-text: Την Κυριακήν τελέσθησαν τα εγκαίνια του παραρτήματος της ΕΔΗΣ εις Νάουσαν, παρουσία πλήθους κόσμου.	[434, 389, 629, 418]
article-text: Εκ της γραμματείας της σχολής ΦΜΣ ανακοινούται ότι αι εξετάσεις του καθηγητού κ. Δαμασκηνίδη αναβάλλονται διά την ερχομένην εβδομάδα.	[1194, 140, 1373, 178]
classified-ad: ΠΩΛΕΙΤΑΙ οίκόπεδον είς Πανόραμα. Τηλ. 20-187.	[812, 1146, 976, 1164]
article-text: ΑΘΗΝΑΙ, 29.— Όργανα της ασφαλείας κατέλαβον εις διαμέρισμα ομάδα ατόμων παίζουσαν ζάρια.	[987, 333, 1184, 362]
classified-ad: ΠΩΛΕΙΤΑΙ αύτοκίνητον Φίατ 1100, μοντέλο 1964, είς άρίστην κατάστασιν. Τηλ. 27-001.	[812, 267, 976, 296]
classified-ad: ΑΠΟΔΕΞΙΣ διαμέρισμα έπί της οδού Έγνατία, τοΰ Χρήστου Ε. Άναπαυτή, κατόπιν Σάλτης. Πληροφορίαι τηλ. 63.	[639, 66, 804, 95]
classified-ad: ΕΝΟΙΚΙΑΖΕΤΑΙ διαμέρισμα 3 δωματίων, κουζίνα, λουτρόν, έπιπλωμένο. Τηλ. 71-237.	[639, 1444, 804, 1472]
ad-text: ΘΕΡΙΝΟΝ ΔΡΑΜΑΤΟΛΟΓΙΟ	[465, 765, 599, 774]
article-text: ΑΘΗΝΑΙ, 29.— Διά του ρουμανικού αεροπλάνου ανεχώρησε την μεσημβρίαν διά Μόσχαν ο απελαθείς υπό της Ελληνικής κυβερνήσεως σύμβουλος της σοβιετικής πρεσβείας.	[434, 87, 629, 125]
article-text: ΑΘΗΝΑΙ, 29.— Εις 543.840 τόνους ανήλθον αι πωληθείσαι ποσότητες καπνού κατά το διαρρεύσαν χρονικόν διάστημα.	[434, 582, 629, 610]
classified-ad: ΠΩΛΕΙΤΑΙ αύτοκίνητον Φίατ 1100, μοντέλο 1964, είς άρίστην κατάστασιν. Τηλ. 27-001.	[639, 872, 804, 900]
classified-ad: ΚΑΤΑΣΤΗΜΑ ένοικιάζεται έπί τής Τσιμισκή. Τηλ. 22-425.	[812, 1049, 976, 1068]
ad-body: Βασικά είναι το μεγαλύτερο πλεονέκτημα του, γι' αυτό το λέμε δυό φορές: Το NOVACRON πραγματικά δεν χρειάζεται σιδέρωμα. Αλλά μόνον αυτό; Όχι! Το NOVACRON είναι βαμβακερό 100% αγνεύο 100%, ανανεώσιμο, απορροφά τον ιδρώτα, είναι γερό, είναι κομψό, είναι από ύφασμα ΠΕΙΡΑΪΚΗΣ - ΠΑΤΡΑΪΚΗΣ.	[1194, 1279, 1558, 1341]
ad-amount: — 114.662.500 ΔΡΑΧ. —	[129, 2036, 520, 2074]
classified-ad: ΕΠΙΠΛΑ πωλοΰνται εύκαιρίας. Τηλ. 37-353.	[987, 1277, 1166, 1286]
headline: ΑΙ ΠΩΛΗΘΕΙΣΑΙ ΠΟΣΟΤΗΤΕΣ	[464, 572, 600, 582]
classified-ad: ΠΩΛΕΙΤΑΙ οίκία διώροφος έπί τής όδοΰ Άγίου Δημητρίου. Πληροφορίαι τηλ. 76-763.	[639, 1509, 804, 1537]
ad-title: ΚΡΑΤΙΚΟΝ ΘΕΑΤΡΟΝ ΒΟΡΕΙΟΥ ΕΛΛΑΔΟΣ	[444, 738, 619, 762]
subheadline: ΠΕΙΡΑΜΑΤΙΚΗ ΦΥΣΙΚΗ.— ΦΡΟΝΤΙΣΤΗΡΙΟΝ ΠΟΛΙΤΙΚΗΣ ΟΙΚΟΝΟΜΙΑΣ.— Ο κ. ΜΑΝΕΣΗΣ.— ΔΙΔΑΚΤΟΡΙΚΗ ΔΙΑΤΡΙΒΗ.— Η ΒΙΟΜΗΧΑΝΙΑ.— ΜΟΥΣΙΚΟ ΑΠΟΓΕΥΜΑΤΙΝΟ.— ΟΙ ΦΟΙΤΗΤΑΙ ΚΑΣΤΟΡΙΑΣ	[1198, 97, 1554, 133]
classified-ad: ΠΩΛΕΙΤΑΙ ψυγείο Γενεράλ Ήλέκτρικ. Τηλ. 24-120.	[812, 1224, 976, 1242]
article-text: ΑΘΗΝΑΙ, 29.— Υπό την προεδρίαν του υπουργού εργασίας συνεχίζει τας εργασίας της η επιτροπή ήτις επιληφθή της συντάξεως του προσχεδίου κώδικος κοινωνικών ασφαλίσεων.	[20, 264, 217, 303]
headline: ΟΙΚΟΝΟΜΙΚΗ ΕΝΙΣΧΥΣΙΣ ΕΙΣ ΣΥΝΤΑΞΙΟΥΧΟΥΣ Ι.Κ.Α.	[458, 428, 606, 451]
classified-ad: ΔΙΑΜΕΡΙΣΜΑΤΑ πολυτελή κατασκευής, 2 και 3 δωματίων, είς Σάλτης. Τηλ. 76-765.	[639, 988, 804, 1017]
classified-ad: ΠΩΛΕΙΤΑΙ οίκόπεδον 300 τ.μ. είς Καλαμαριά, κατάλληλον διά πολυκατοικίαν. Τηλ. 41-920.	[639, 131, 804, 160]
column-2	[434, 20, 629, 1942]
classified-ad: ΠΩΛΕΙΤΑΙ οίκία διώροφος έπί τής όδοΰ Άγίου Δημητρίου. Πληροφορίαι τηλ. 76-763.	[812, 300, 976, 328]
article-text: Ο κάτωθι υπογεγραμμένος δηλώ ότι δεν έχω καμμίαν σχέσιν με τον ομώνυμον εμπορικόν οίκον.	[987, 511, 1184, 539]
column-rule	[981, 20, 982, 2285]
classified-ad: ΠΩΛΕΙΤΑΙ διαμέρισμα 90 τ.μ., β' όροφος, Έγνατία. Τηλ. 23-102.	[639, 467, 804, 486]
classified-ad: ΕΝΟΙΚΙΑΖΕΤΑΙ διαμέρισμα έπιπλωμένον είς κεντρικήν περιοχήν. Τηλ. 37-778.	[987, 1290, 1184, 1308]
classified-ad: ΠΑΝΤΑ ΝΕΟΙ Η ΠΡΟΣΕΞΗΝ. Πληροφορίαι τηλ. 71-211.	[987, 1591, 1184, 1610]
headline: ΤΟ ΠΑΡΑΡΤΗΜΑ ΤΗΣ ΕΔΗΣ ΕΠΙΣΚΟΠΗΣ ΝΑΟΥΣΗΣ	[461, 366, 603, 388]
classified-ad: ΖΗΤΕΙΤΑΙ βοηθός λογιστοΰ. Τηλ. 74-605.	[987, 1514, 1154, 1523]
classified-ad: ΚΑΤΑΣΤΗΜΑ ένοικιάζεται έπί τής Τσιμισκή. Τηλ. 22-425.	[812, 1654, 976, 1672]
ad-brand: GENERAL ELECTRIC	[1272, 632, 1480, 654]
article-text: Εκ της περιφερειακής διευθύνσεως καπνού ανακοινούνται τα εξής: κατά την εβδομάδα πωλήσεις καπνών εις την περιοχήν Ξάνθης, Καβάλας, Δράμας και Σερρών ανήλθον εις 2.600.000 οκάδας.	[225, 397, 422, 446]
ad-title: ΤΟ ΜΕΓΑΛΟ RELAX	[998, 584, 1174, 603]
lottery-ad	[20, 1952, 629, 2278]
ad-text: ΘΕΣΣΑΛΟΝΙΚΗ: Πλατεία Αριστοτέλους 2, τηλ. 75-145. ΑΘΗΝΑΙ: Βερανζέρου 23, τηλ. 529-823.	[445, 989, 618, 1016]
classified-ad: ΑΠΟΔΕΞΙΣ πλυντήριο καινούργιο, με έκπτωσιν. Πληροφορίαι Πλατεία Ναυαρίνου 12.	[812, 768, 976, 797]
classified-ad: ΠΩΛΕΙΤΑΙ οίκόπεδον 300 τ.μ. είς Καλαμαριά, κατάλληλον διά πολυκατοικίαν. Τηλ. 41-920.	[812, 1340, 976, 1369]
classified-ad: ΠΩΛΕΙΤΑΙ οίκία διώροφος έπί τής όδοΰ Άγίου Δημητρίου. Πληροφορίαι τηλ. 76-763.	[639, 300, 804, 328]
novacron-logo: NOVACRON	[1233, 1350, 1463, 1390]
classified-ad: ΚΑΤΑΣΤΗΜΑ ένοικιάζεται έπί τής Τσιμισκή. Τηλ. 22-425.	[639, 1049, 804, 1068]
section-banner: Η ΣΠΟΥΔΑΖΟΥΣΑ ΝΕΟΛΑΙΑ	[1194, 20, 1558, 50]
classified-ad: ΕΝΟΙΚΙΑΖΕΤΑΙ κατάστημα έπί τής όδοΰ Μοναστηρίου 8, πλησίον πλατείας. Τηλ. 71-211.	[812, 703, 976, 732]
classified-ad: ΓΡΑΦΟΜΗΧΑΝΑΙ — ΑΡΙΘΜΟΜΗΧΑΝΑΙ, Στεφάνου Τσιμισκή 7, τηλ. 71-631.	[639, 648, 804, 667]
classified-ad: ΠΑΝΤΑ ΝΕΟΙ Η ΠΡΟΣΕΞΗΝ. Πληροφορίαι τηλ. 71-211.	[987, 1402, 1184, 1421]
ad-footer: ΠΩΛΕΙΤΑΙ Σ' ΟΛΑ ΤΑ ΚΑΛΑ ΚΑΤΑΣΤΗΜΑΤΑ	[1216, 1438, 1537, 1454]
job-ad	[20, 567, 422, 667]
classified-ad: ΕΝΟΙΚΙΑΖΕΤΑΙ γραφείον είς κεντρικόν σημείον. Τηλ. 22-805.	[812, 1570, 976, 1588]
classified-ad: ΠΩΛΕΙΤΑΙ οίκόπεδον 450 τ.μ. Τηλ. 76-575.	[987, 799, 1161, 808]
article-text: ΑΘΗΝΑΙ, 29.— Ο κ. Ηλίας Ηλιάδης, λογιστής, κατηγορούμενος επί υπεξαιρέσει εμφανίσθη ενώπιον του ανακριτού.	[987, 429, 1184, 458]
classified-ad: ΑΠΟΔΕΞΙΣ πλυντήριο καινούργιο, με έκπτωσιν. Πληροφορίαι Πλατεία Ναυαρίνου 12.	[639, 164, 804, 192]
headline: ΑΙ 7 ΔΙΑΦΟΡΑΙ	[497, 678, 566, 688]
classified-ad: ΖΗΤΕΙΤΑΙ ύπάλληλος καταστήματος. Τηλ. 74-605.	[987, 1633, 1184, 1652]
classified-ad: ΔΙΑΜΕΡΙΣΜΑΤΑ πολυτελή κατασκευής, 2 και 3 δωματίων, είς Σάλτης. Τηλ. 76-765.	[812, 988, 976, 1017]
classified-ad: ΠΩΛΕΙΤΑΙ διαμέρισμα 90 τ.μ., β' όροφος, Έγνατία. Τηλ. 23-102.	[812, 1072, 976, 1091]
article-text: ΑΘΗΝΑΙ, 29.— Διά βουλεύματος του συμβουλίου πλημμελειοδικών απηλλάγησαν οι διευθυνταί δύο εφημερίδων της δεξιάς.	[987, 238, 1184, 266]
classified-ad: ΖΗΤΕΙΤΑΙ νεαρά διά φροντίδα παιδιοΰ. Τηλ. 65-191.	[812, 1547, 976, 1566]
classified-ad: ΚΑΤΑΣΤΗΜΑ 80 τ.μ. είς κεντρικώτατον σημεΐον ένοικιάζεται. Τηλ. 74-605.	[812, 1094, 976, 1113]
article-text: Σήμερον εις τας 5 μ.μ. εν τω αμφιθεάτρω της σχολής θα γίνη το φροντιστήριον του μαθήματος.	[1194, 382, 1373, 410]
classified-ad: ΑΠΟΔΕΞΙΣ πλυντήριο καινούργιο, με έκπτωσιν. Πληροφορίαι Πλατεία Ναυαρίνου 12.	[639, 1373, 804, 1401]
ad-heading: ΤΗΣ ΜΕΓΑΛΥΤΕΡΗΣ ΣΤΗΝ ΕΛΛΑΔΑ ΣΥΛΛΟΓΗΣ ΠΑΛΑΙΩΝ ΑΝΤΙΚΕΙΜΕΝΩΝ ΤΕΧΝΗΣ ΚΑΙ ΠΙΝΑΚΩΝ ΖΩΓΡΑΦΙΚΗΣ ΜΠΕΝΕΖΙΤΕ	[36, 887, 406, 911]
classified-ad: ΕΝΟΙΚΙΑΖΕΤΑΙ διαμέρισμα 3 δωματίων, κουζίνα, λουτρόν, έπιπλωμένο. Τηλ. 71-237.	[812, 839, 976, 868]
classified-ad: ΕΝΟΙΚΙΑΖΟΝΤΑΙ δωμάτια είς φοιτητάς. Τηλ. 72-665.	[812, 513, 976, 531]
article-text: Ανακριτής 29ης, ένεκεν του ανακριτού του εις ανάκρισιν αυτού εμπορικού αντιπροσώπου κατηγορουμένου διά υπεξαίρεσιν χρηματικού ποσού 185.000 δρχ.	[434, 159, 629, 197]
classified-ad: ΖΗΤΕΙΤΑΙ νεαρά διά φροντίδα παιδιοΰ. Τηλ. 65-191.	[812, 338, 976, 357]
classified-ad: ΠΩΛΕΙΤΑΙ ψυγείον καί κουζίνα. Τηλ. 20-187.	[987, 1235, 1171, 1244]
article-text: ΑΘΗΝΑΙ, 29.— Η Ελληνική Τράπεζα Βιομηχανικής Αναπτύξεως οργανώνει διεθνές συνέδριον διά τας βιομηχανικάς έρευνας.	[1380, 504, 1558, 542]
